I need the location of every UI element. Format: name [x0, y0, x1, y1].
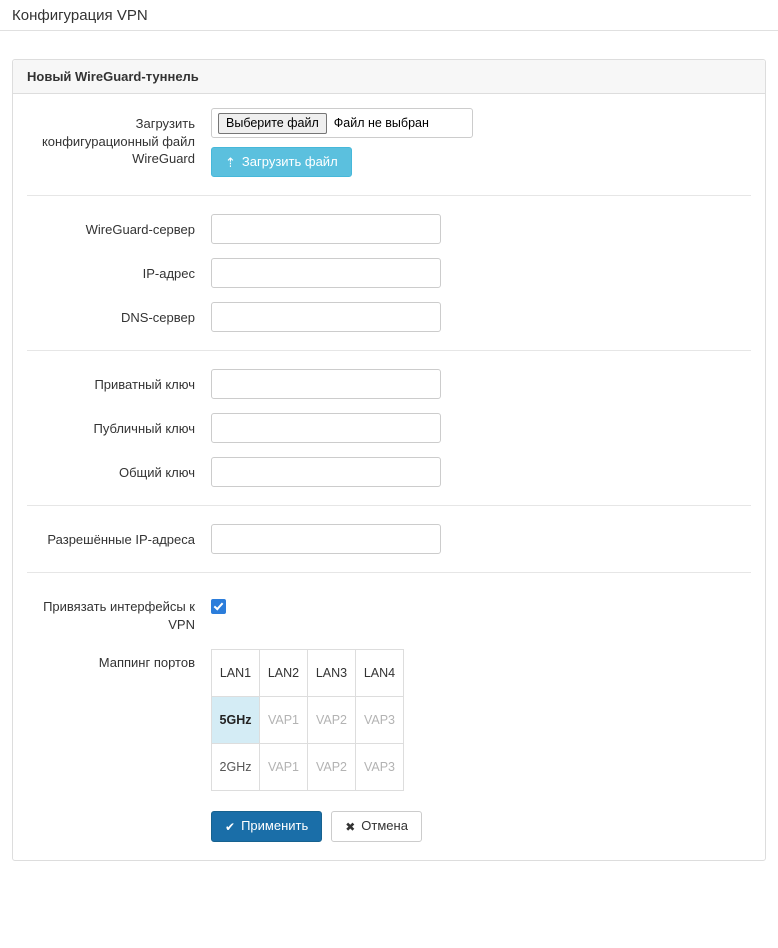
port-cell[interactable]: LAN4	[356, 650, 404, 697]
browse-file-button[interactable]: Выберите файл	[218, 113, 327, 134]
page-title: Конфигурация VPN	[12, 6, 148, 24]
page-header	[0, 0, 778, 31]
form-group-ip-address	[13, 258, 765, 288]
form-group-public-key	[13, 413, 765, 443]
form-group-dns-server	[13, 302, 765, 332]
wireguard-server-input[interactable]	[211, 214, 441, 244]
form-group-shared-key	[13, 457, 765, 487]
port-cell[interactable]: VAP2	[308, 744, 356, 791]
label-public-key: Публичный ключ	[93, 421, 195, 437]
ip-address-input[interactable]	[211, 258, 441, 288]
label-allowed-ips: Разрешённые IP-адреса	[47, 532, 195, 548]
port-cell[interactable]: VAP3	[356, 744, 404, 791]
port-mapping-table	[211, 649, 404, 791]
public-key-control	[211, 413, 751, 443]
form-group-private-key	[13, 369, 765, 399]
port-cell[interactable]: 5GHz	[212, 697, 260, 744]
port-mapping-control	[211, 647, 751, 791]
port-cell[interactable]: LAN2	[260, 650, 308, 697]
divider-3	[27, 505, 751, 506]
dns-server-input[interactable]	[211, 302, 441, 332]
allowed-ips-control	[211, 524, 751, 554]
wireguard-tunnel-panel	[12, 59, 766, 861]
apply-button-label: Применить	[241, 818, 309, 834]
label-private-key: Приватный ключ	[94, 377, 195, 393]
table-row	[212, 697, 404, 744]
label-bind-interfaces: Привязать интерфейсы к VPN	[43, 599, 195, 632]
apply-button[interactable]	[211, 811, 322, 841]
cancel-button-label: Отмена	[361, 818, 408, 834]
bind-interfaces-checkbox[interactable]	[211, 599, 226, 614]
ip-address-control	[211, 258, 751, 288]
config-file-controls	[211, 108, 751, 177]
file-input[interactable]	[211, 108, 473, 138]
label-dns-server: DNS-сервер	[121, 310, 195, 326]
form-group-port-mapping	[13, 647, 765, 791]
label-shared-key: Общий ключ	[118, 465, 195, 481]
port-cell[interactable]: LAN3	[308, 650, 356, 697]
port-cell[interactable]: VAP1	[260, 744, 308, 791]
port-cell[interactable]: 2GHz	[212, 744, 260, 791]
shared-key-input[interactable]	[211, 457, 441, 487]
port-cell[interactable]: VAP3	[356, 697, 404, 744]
public-key-input[interactable]	[211, 413, 441, 443]
upload-file-button-label: Загрузить файл	[241, 154, 338, 169]
check-icon: ✔	[225, 819, 236, 834]
table-row	[212, 744, 404, 791]
port-cell[interactable]: VAP1	[260, 697, 308, 744]
port-cell[interactable]: VAP2	[308, 697, 356, 744]
label-config-file: Загрузить конфигурационный файл WireGuard	[41, 116, 195, 167]
file-status-text: Файл не выбран	[333, 116, 429, 130]
label-ip-address: IP-адрес	[142, 266, 195, 282]
table-row	[212, 650, 404, 697]
upload-icon: ⇡	[225, 154, 236, 170]
wireguard-server-control	[211, 214, 751, 244]
form-group-bind-interfaces	[13, 591, 765, 633]
form-group-allowed-ips	[13, 524, 765, 554]
upload-file-button[interactable]	[211, 147, 352, 177]
close-icon: ✖	[345, 819, 356, 834]
shared-key-control	[211, 457, 751, 487]
panel-container	[0, 31, 778, 861]
divider-1	[27, 195, 751, 196]
divider-2	[27, 350, 751, 351]
private-key-input[interactable]	[211, 369, 441, 399]
label-port-mapping: Маппинг портов	[98, 655, 195, 671]
panel-heading	[13, 60, 765, 94]
private-key-control	[211, 369, 751, 399]
allowed-ips-input[interactable]	[211, 524, 441, 554]
port-cell[interactable]: LAN1	[212, 650, 260, 697]
bind-interfaces-control	[211, 591, 751, 617]
panel-body	[13, 94, 765, 860]
form-group-config-file	[13, 108, 765, 177]
dns-server-control	[211, 302, 751, 332]
label-wireguard-server: WireGuard-сервер	[85, 222, 195, 238]
form-group-wireguard-server	[13, 214, 765, 244]
panel-heading-title: Новый WireGuard-туннель	[27, 69, 199, 84]
form-actions	[13, 805, 765, 849]
divider-4	[27, 572, 751, 573]
cancel-button[interactable]	[331, 811, 422, 841]
